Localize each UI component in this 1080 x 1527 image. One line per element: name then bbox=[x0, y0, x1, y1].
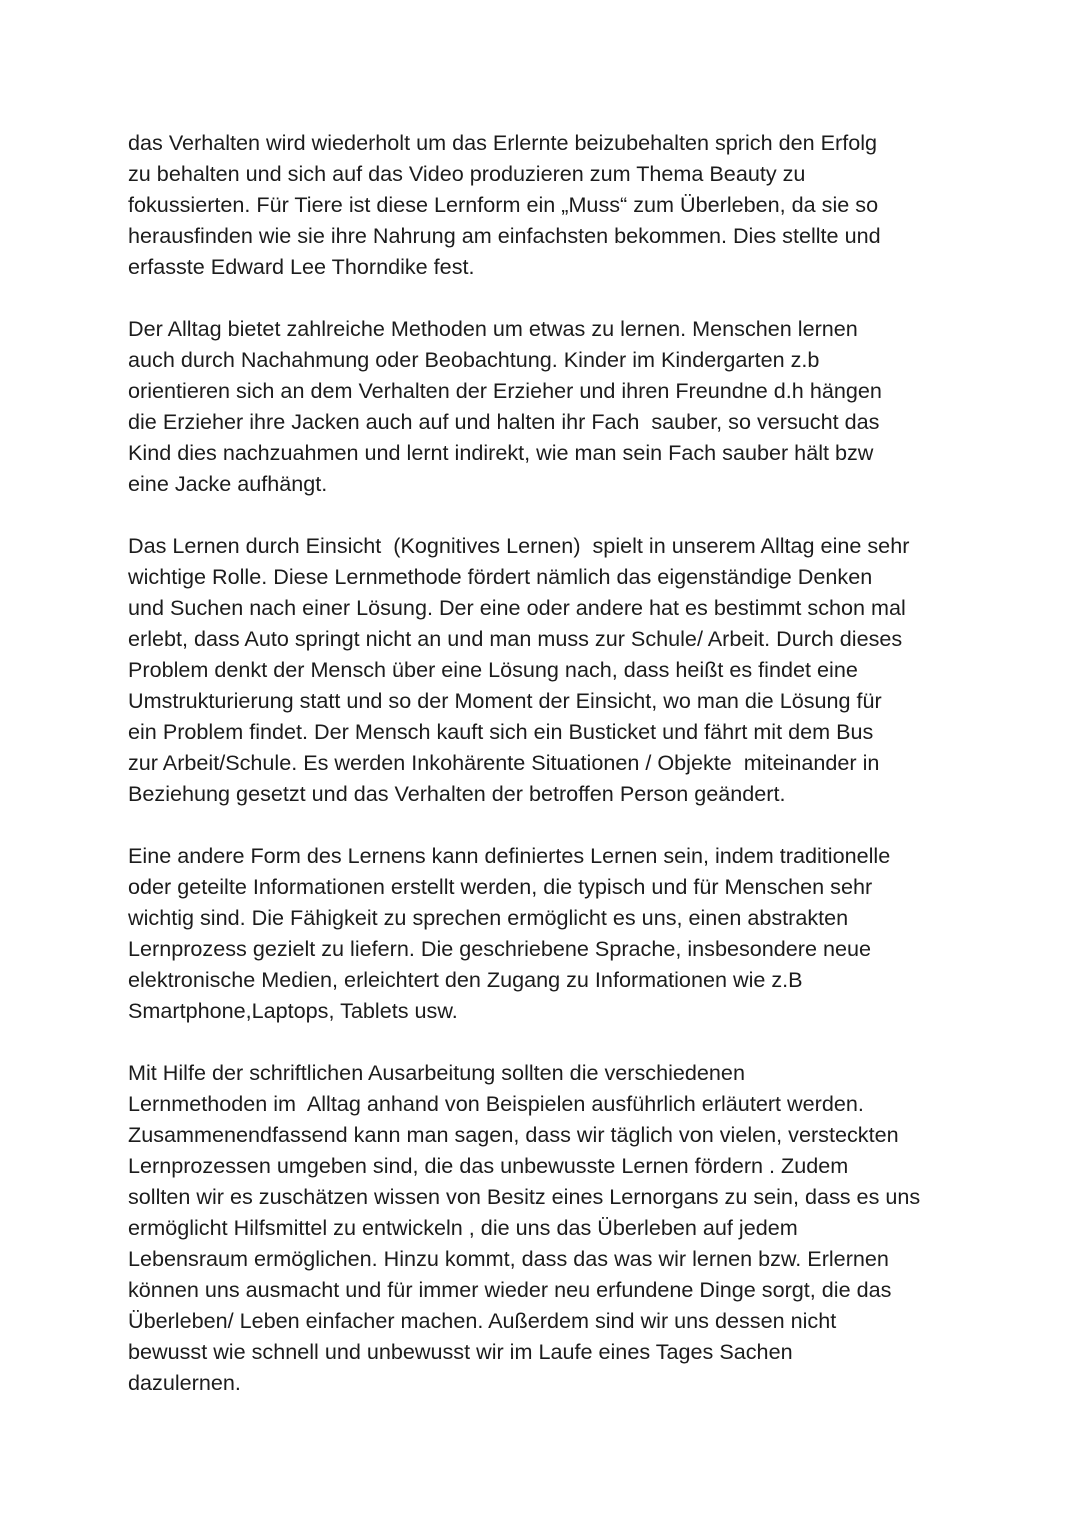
text-line: Mit Hilfe der schriftlichen Ausarbeitung sollten die verschiedenen bbox=[128, 1060, 745, 1085]
text-line: elektronische Medien, erleichtert den Zugang zu Informationen wie z.B bbox=[128, 967, 803, 992]
text-line: eine Jacke aufhängt. bbox=[128, 471, 328, 496]
text-line: ein Problem findet. Der Mensch kauft sich ein Busticket und fährt mit dem Bus bbox=[128, 719, 874, 744]
text-line: die Erzieher ihre Jacken auch auf und halten ihr Fach sauber, so versucht das bbox=[128, 409, 880, 434]
paragraph-defined-learning bbox=[128, 840, 968, 1026]
text-line: Beziehung gesetzt und das Verhalten der betroffen Person geändert. bbox=[128, 781, 786, 806]
text-line: erfasste Edward Lee Thorndike fest. bbox=[128, 254, 475, 279]
paragraph-cognitive-learning bbox=[128, 530, 968, 809]
text-line: Der Alltag bietet zahlreiche Methoden um etwas zu lernen. Menschen lernen bbox=[128, 316, 858, 341]
text-line: Lebensraum ermöglichen. Hinzu kommt, dass das was wir lernen bzw. Erlernen bbox=[128, 1246, 889, 1271]
paragraph-conclusion bbox=[128, 1057, 968, 1398]
text-line: Zusammenendfassend kann man sagen, dass wir täglich von vielen, versteckten bbox=[128, 1122, 899, 1147]
text-line: Lernprozessen umgeben sind, die das unbewusste Lernen fördern . Zudem bbox=[128, 1153, 849, 1178]
text-line: fokussierten. Für Tiere ist diese Lernform ein „Muss“ zum Überleben, da sie so bbox=[128, 192, 879, 217]
document-body bbox=[128, 127, 968, 1429]
text-line: das Verhalten wird wiederholt um das Erlernte beizubehalten sprich den Erfolg bbox=[128, 130, 878, 155]
text-line: Problem denkt der Mensch über eine Lösung nach, dass heißt es findet eine bbox=[128, 657, 858, 682]
text-line: ermöglicht Hilfsmittel zu entwickeln , die uns das Überleben auf jedem bbox=[128, 1215, 798, 1240]
text-line: auch durch Nachahmung oder Beobachtung. Kinder im Kindergarten z.b bbox=[128, 347, 820, 372]
text-line: Lernmethoden im Alltag anhand von Beispielen ausführlich erläutert werden. bbox=[128, 1091, 864, 1116]
text-line: Eine andere Form des Lernens kann definiertes Lernen sein, indem traditionelle bbox=[128, 843, 891, 868]
text-line: oder geteilte Informationen erstellt werden, die typisch und für Menschen sehr bbox=[128, 874, 873, 899]
text-line: wichtig sind. Die Fähigkeit zu sprechen ermöglicht es uns, einen abstrakten bbox=[128, 905, 849, 930]
text-line: können uns ausmacht und für immer wieder neu erfundene Dinge sorgt, die das bbox=[128, 1277, 892, 1302]
text-line: und Suchen nach einer Lösung. Der eine oder andere hat es bestimmt schon mal bbox=[128, 595, 906, 620]
text-line: zur Arbeit/Schule. Es werden Inkohärente Situationen / Objekte miteinander in bbox=[128, 750, 880, 775]
text-line: herausfinden wie sie ihre Nahrung am einfachsten bekommen. Dies stellte und bbox=[128, 223, 881, 248]
text-line: Kind dies nachzuahmen und lernt indirekt, wie man sein Fach sauber hält bzw bbox=[128, 440, 874, 465]
text-line: sollten wir es zuschätzen wissen von Besitz eines Lernorgans zu sein, dass es uns bbox=[128, 1184, 921, 1209]
text-line: wichtige Rolle. Diese Lernmethode fördert nämlich das eigenständige Denken bbox=[128, 564, 873, 589]
text-line: dazulernen. bbox=[128, 1370, 241, 1395]
text-line: zu behalten und sich auf das Video produzieren zum Thema Beauty zu bbox=[128, 161, 806, 186]
text-line: Überleben/ Leben einfacher machen. Außerdem sind wir uns dessen nicht bbox=[128, 1308, 837, 1333]
text-line: erlebt, dass Auto springt nicht an und man muss zur Schule/ Arbeit. Durch dieses bbox=[128, 626, 903, 651]
paragraph-operant-learning bbox=[128, 127, 968, 282]
text-line: Umstrukturierung statt und so der Moment der Einsicht, wo man die Lösung für bbox=[128, 688, 882, 713]
text-line: Lernprozess gezielt zu liefern. Die geschriebene Sprache, insbesondere neue bbox=[128, 936, 872, 961]
text-line: orientieren sich an dem Verhalten der Erzieher und ihren Freundne d.h hängen bbox=[128, 378, 882, 403]
text-line: Das Lernen durch Einsicht (Kognitives Lernen) spielt in unserem Alltag eine sehr bbox=[128, 533, 910, 558]
text-line: bewusst wie schnell und unbewusst wir im Laufe eines Tages Sachen bbox=[128, 1339, 793, 1364]
paragraph-imitation-learning bbox=[128, 313, 968, 499]
text-line: Smartphone,Laptops, Tablets usw. bbox=[128, 998, 458, 1023]
